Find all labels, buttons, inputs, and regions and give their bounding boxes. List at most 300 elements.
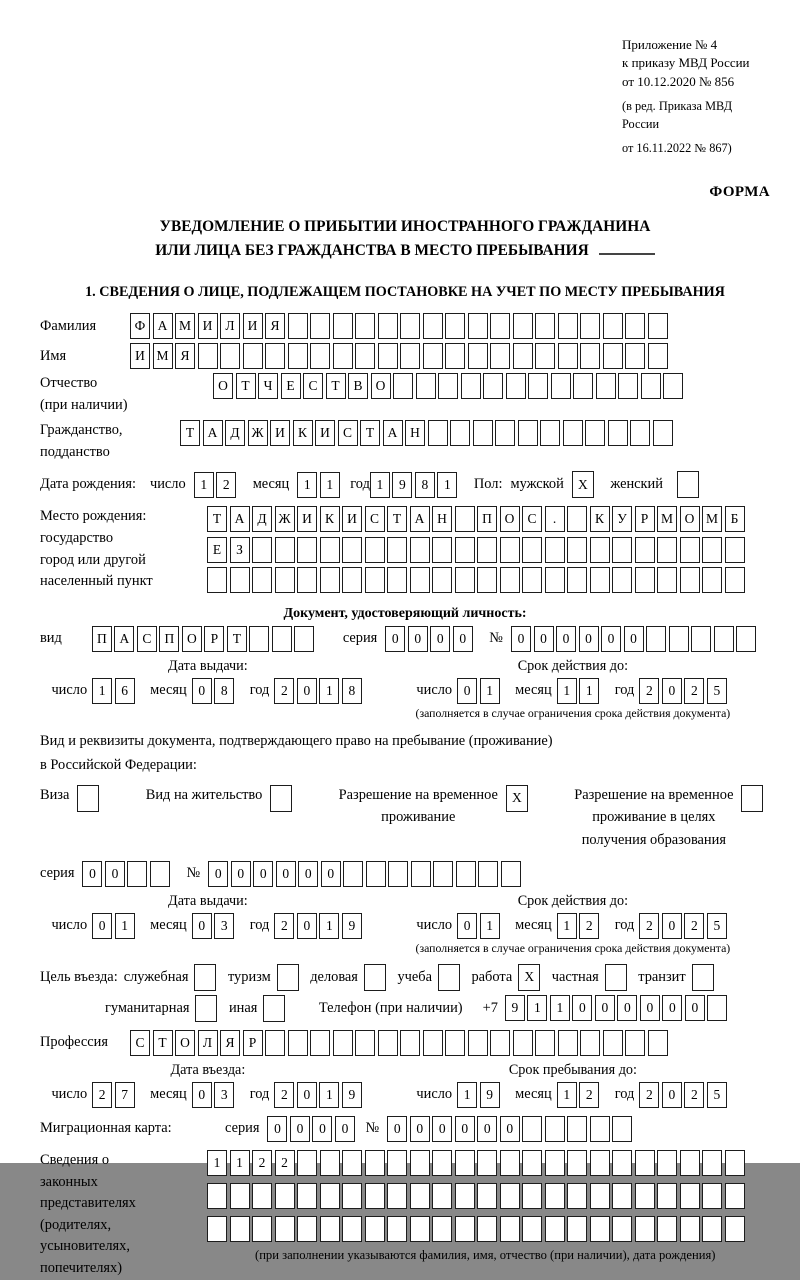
char-cell[interactable]	[297, 1216, 317, 1242]
char-cell[interactable]: 1	[320, 472, 340, 498]
char-cell[interactable]: X	[572, 471, 594, 498]
char-cell[interactable]	[612, 537, 632, 563]
char-cell[interactable]	[500, 1216, 520, 1242]
char-cell[interactable]: 0	[453, 626, 473, 652]
char-cell[interactable]: 0	[685, 995, 705, 1021]
char-cell[interactable]	[635, 537, 655, 563]
char-cell[interactable]	[590, 1216, 610, 1242]
char-cell[interactable]: Б	[725, 506, 745, 532]
char-cell[interactable]	[567, 506, 587, 532]
char-cell[interactable]	[608, 420, 628, 446]
char-cell[interactable]	[528, 373, 548, 399]
char-cell[interactable]	[320, 1183, 340, 1209]
char-cell[interactable]	[657, 567, 677, 593]
char-cell[interactable]	[741, 785, 763, 812]
char-cell[interactable]: 0	[297, 678, 317, 704]
char-cell[interactable]	[320, 1216, 340, 1242]
char-cell[interactable]: Ж	[275, 506, 295, 532]
char-cell[interactable]	[677, 471, 699, 498]
char-cell[interactable]	[603, 1030, 623, 1056]
char-cell[interactable]	[692, 964, 714, 991]
char-cell[interactable]	[490, 343, 510, 369]
char-cell[interactable]: 8	[342, 678, 362, 704]
char-cell[interactable]	[680, 1183, 700, 1209]
char-cell[interactable]	[522, 537, 542, 563]
char-cell[interactable]: 0	[267, 1116, 287, 1142]
char-cell[interactable]	[545, 537, 565, 563]
char-cell[interactable]	[545, 1183, 565, 1209]
char-cell[interactable]	[558, 313, 578, 339]
char-cell[interactable]	[400, 343, 420, 369]
char-cell[interactable]: Р	[243, 1030, 263, 1056]
char-cell[interactable]: С	[365, 506, 385, 532]
char-cell[interactable]	[714, 626, 734, 652]
char-cell[interactable]: 9	[342, 1082, 362, 1108]
char-cell[interactable]: 7	[115, 1082, 135, 1108]
char-cell[interactable]	[603, 343, 623, 369]
char-cell[interactable]	[477, 537, 497, 563]
char-cell[interactable]	[702, 1183, 722, 1209]
char-cell[interactable]: Т	[180, 420, 200, 446]
char-cell[interactable]: У	[612, 506, 632, 532]
char-cell[interactable]	[364, 964, 386, 991]
char-cell[interactable]: 0	[534, 626, 554, 652]
char-cell[interactable]	[416, 373, 436, 399]
char-cell[interactable]: 2	[274, 913, 294, 939]
char-cell[interactable]: 2	[639, 913, 659, 939]
char-cell[interactable]	[450, 420, 470, 446]
char-cell[interactable]	[490, 313, 510, 339]
char-cell[interactable]: 0	[92, 913, 112, 939]
char-cell[interactable]	[612, 1116, 632, 1142]
char-cell[interactable]: 0	[455, 1116, 475, 1142]
char-cell[interactable]: А	[153, 313, 173, 339]
char-cell[interactable]: 1	[297, 472, 317, 498]
char-cell[interactable]: 0	[192, 1082, 212, 1108]
char-cell[interactable]: 2	[216, 472, 236, 498]
char-cell[interactable]	[456, 861, 476, 887]
char-cell[interactable]	[127, 861, 147, 887]
char-cell[interactable]	[275, 567, 295, 593]
char-cell[interactable]	[277, 964, 299, 991]
char-cell[interactable]	[252, 1216, 272, 1242]
char-cell[interactable]: Я	[220, 1030, 240, 1056]
char-cell[interactable]	[612, 1150, 632, 1176]
char-cell[interactable]	[680, 537, 700, 563]
char-cell[interactable]: 1	[557, 913, 577, 939]
char-cell[interactable]: 1	[319, 678, 339, 704]
char-cell[interactable]: П	[159, 626, 179, 652]
char-cell[interactable]	[355, 1030, 375, 1056]
char-cell[interactable]: 0	[297, 913, 317, 939]
char-cell[interactable]	[612, 1216, 632, 1242]
char-cell[interactable]	[207, 1183, 227, 1209]
char-cell[interactable]	[680, 1216, 700, 1242]
char-cell[interactable]	[355, 343, 375, 369]
char-cell[interactable]	[635, 1216, 655, 1242]
char-cell[interactable]	[400, 313, 420, 339]
char-cell[interactable]: И	[315, 420, 335, 446]
char-cell[interactable]: Н	[432, 506, 452, 532]
char-cell[interactable]	[365, 1216, 385, 1242]
char-cell[interactable]: Е	[281, 373, 301, 399]
char-cell[interactable]	[320, 537, 340, 563]
char-cell[interactable]	[343, 861, 363, 887]
char-cell[interactable]	[297, 567, 317, 593]
char-cell[interactable]: Т	[227, 626, 247, 652]
char-cell[interactable]: 2	[92, 1082, 112, 1108]
char-cell[interactable]	[342, 1216, 362, 1242]
char-cell[interactable]: И	[130, 343, 150, 369]
char-cell[interactable]	[500, 1150, 520, 1176]
char-cell[interactable]	[535, 1030, 555, 1056]
char-cell[interactable]	[432, 567, 452, 593]
char-cell[interactable]: Н	[405, 420, 425, 446]
char-cell[interactable]	[207, 567, 227, 593]
char-cell[interactable]	[518, 420, 538, 446]
char-cell[interactable]	[563, 420, 583, 446]
char-cell[interactable]	[590, 567, 610, 593]
char-cell[interactable]	[500, 567, 520, 593]
char-cell[interactable]	[590, 1150, 610, 1176]
char-cell[interactable]: 0	[253, 861, 273, 887]
char-cell[interactable]	[513, 343, 533, 369]
char-cell[interactable]: 0	[192, 913, 212, 939]
char-cell[interactable]: 0	[276, 861, 296, 887]
char-cell[interactable]	[725, 537, 745, 563]
char-cell[interactable]: К	[590, 506, 610, 532]
char-cell[interactable]	[558, 1030, 578, 1056]
char-cell[interactable]: О	[175, 1030, 195, 1056]
char-cell[interactable]: Д	[225, 420, 245, 446]
char-cell[interactable]	[513, 1030, 533, 1056]
char-cell[interactable]: М	[702, 506, 722, 532]
char-cell[interactable]	[468, 1030, 488, 1056]
char-cell[interactable]	[220, 343, 240, 369]
char-cell[interactable]: 1	[527, 995, 547, 1021]
char-cell[interactable]	[702, 537, 722, 563]
char-cell[interactable]: Л	[198, 1030, 218, 1056]
char-cell[interactable]	[252, 537, 272, 563]
char-cell[interactable]	[545, 567, 565, 593]
char-cell[interactable]	[342, 567, 362, 593]
char-cell[interactable]: А	[203, 420, 223, 446]
char-cell[interactable]	[342, 537, 362, 563]
char-cell[interactable]	[635, 1150, 655, 1176]
char-cell[interactable]	[455, 1150, 475, 1176]
char-cell[interactable]	[736, 626, 756, 652]
char-cell[interactable]	[580, 1030, 600, 1056]
char-cell[interactable]: С	[522, 506, 542, 532]
char-cell[interactable]: 2	[579, 1082, 599, 1108]
char-cell[interactable]	[725, 1150, 745, 1176]
char-cell[interactable]	[252, 1183, 272, 1209]
char-cell[interactable]	[540, 420, 560, 446]
char-cell[interactable]	[400, 1030, 420, 1056]
char-cell[interactable]: 0	[82, 861, 102, 887]
char-cell[interactable]: 8	[415, 472, 435, 498]
char-cell[interactable]: 6	[115, 678, 135, 704]
char-cell[interactable]: А	[230, 506, 250, 532]
char-cell[interactable]	[725, 567, 745, 593]
char-cell[interactable]	[387, 567, 407, 593]
char-cell[interactable]: 0	[208, 861, 228, 887]
char-cell[interactable]	[551, 373, 571, 399]
char-cell[interactable]: .	[545, 506, 565, 532]
char-cell[interactable]	[473, 420, 493, 446]
char-cell[interactable]: 1	[550, 995, 570, 1021]
char-cell[interactable]: 9	[505, 995, 525, 1021]
char-cell[interactable]: З	[230, 537, 250, 563]
char-cell[interactable]	[657, 1216, 677, 1242]
char-cell[interactable]	[387, 1216, 407, 1242]
char-cell[interactable]	[455, 537, 475, 563]
char-cell[interactable]	[702, 567, 722, 593]
char-cell[interactable]: 2	[274, 678, 294, 704]
char-cell[interactable]	[522, 1216, 542, 1242]
char-cell[interactable]: М	[657, 506, 677, 532]
char-cell[interactable]: 0	[556, 626, 576, 652]
char-cell[interactable]: П	[92, 626, 112, 652]
char-cell[interactable]: 2	[639, 1082, 659, 1108]
char-cell[interactable]	[194, 964, 216, 991]
char-cell[interactable]	[513, 313, 533, 339]
char-cell[interactable]: 0	[192, 678, 212, 704]
char-cell[interactable]	[150, 861, 170, 887]
char-cell[interactable]	[478, 861, 498, 887]
char-cell[interactable]	[455, 567, 475, 593]
char-cell[interactable]	[461, 373, 481, 399]
char-cell[interactable]	[506, 373, 526, 399]
char-cell[interactable]: Т	[387, 506, 407, 532]
char-cell[interactable]: О	[371, 373, 391, 399]
char-cell[interactable]: В	[348, 373, 368, 399]
char-cell[interactable]: И	[270, 420, 290, 446]
char-cell[interactable]: 9	[392, 472, 412, 498]
char-cell[interactable]: 2	[275, 1150, 295, 1176]
char-cell[interactable]	[265, 343, 285, 369]
char-cell[interactable]: 2	[579, 913, 599, 939]
char-cell[interactable]	[410, 1216, 430, 1242]
char-cell[interactable]: 0	[408, 626, 428, 652]
char-cell[interactable]: 5	[707, 678, 727, 704]
char-cell[interactable]	[393, 373, 413, 399]
char-cell[interactable]	[468, 343, 488, 369]
char-cell[interactable]	[333, 343, 353, 369]
char-cell[interactable]	[558, 343, 578, 369]
char-cell[interactable]: 0	[387, 1116, 407, 1142]
char-cell[interactable]	[455, 1216, 475, 1242]
char-cell[interactable]	[252, 567, 272, 593]
char-cell[interactable]: Т	[360, 420, 380, 446]
char-cell[interactable]	[342, 1150, 362, 1176]
char-cell[interactable]	[567, 1183, 587, 1209]
char-cell[interactable]: И	[297, 506, 317, 532]
char-cell[interactable]	[535, 343, 555, 369]
char-cell[interactable]	[455, 506, 475, 532]
char-cell[interactable]	[707, 995, 727, 1021]
char-cell[interactable]	[432, 1183, 452, 1209]
char-cell[interactable]: П	[477, 506, 497, 532]
char-cell[interactable]	[691, 626, 711, 652]
char-cell[interactable]	[522, 1150, 542, 1176]
char-cell[interactable]	[249, 626, 269, 652]
char-cell[interactable]: М	[175, 313, 195, 339]
char-cell[interactable]	[288, 1030, 308, 1056]
char-cell[interactable]: 0	[662, 995, 682, 1021]
char-cell[interactable]: 1	[207, 1150, 227, 1176]
char-cell[interactable]	[648, 313, 668, 339]
char-cell[interactable]	[423, 1030, 443, 1056]
char-cell[interactable]: 0	[457, 678, 477, 704]
char-cell[interactable]: 0	[105, 861, 125, 887]
char-cell[interactable]	[387, 1183, 407, 1209]
char-cell[interactable]	[366, 861, 386, 887]
char-cell[interactable]: 0	[662, 1082, 682, 1108]
char-cell[interactable]	[288, 313, 308, 339]
blank-line[interactable]	[599, 241, 655, 255]
char-cell[interactable]: Ф	[130, 313, 150, 339]
char-cell[interactable]: Т	[326, 373, 346, 399]
char-cell[interactable]: X	[518, 964, 540, 991]
char-cell[interactable]: 0	[430, 626, 450, 652]
char-cell[interactable]	[635, 567, 655, 593]
char-cell[interactable]	[320, 1150, 340, 1176]
char-cell[interactable]: С	[338, 420, 358, 446]
char-cell[interactable]: И	[243, 313, 263, 339]
char-cell[interactable]	[320, 567, 340, 593]
char-cell[interactable]: И	[198, 313, 218, 339]
char-cell[interactable]	[445, 1030, 465, 1056]
char-cell[interactable]	[522, 1183, 542, 1209]
char-cell[interactable]: 1	[437, 472, 457, 498]
char-cell[interactable]	[702, 1216, 722, 1242]
char-cell[interactable]	[490, 1030, 510, 1056]
char-cell[interactable]: Т	[207, 506, 227, 532]
char-cell[interactable]	[702, 1150, 722, 1176]
char-cell[interactable]	[648, 343, 668, 369]
char-cell[interactable]	[725, 1216, 745, 1242]
char-cell[interactable]	[483, 373, 503, 399]
char-cell[interactable]: Д	[252, 506, 272, 532]
char-cell[interactable]	[355, 313, 375, 339]
char-cell[interactable]	[263, 995, 285, 1022]
char-cell[interactable]	[445, 313, 465, 339]
char-cell[interactable]: И	[342, 506, 362, 532]
char-cell[interactable]	[573, 373, 593, 399]
char-cell[interactable]	[646, 626, 666, 652]
char-cell[interactable]: 9	[480, 1082, 500, 1108]
char-cell[interactable]	[500, 1183, 520, 1209]
char-cell[interactable]	[410, 567, 430, 593]
char-cell[interactable]	[438, 373, 458, 399]
char-cell[interactable]	[522, 1116, 542, 1142]
char-cell[interactable]	[567, 1150, 587, 1176]
char-cell[interactable]	[580, 313, 600, 339]
char-cell[interactable]	[297, 537, 317, 563]
char-cell[interactable]: 0	[579, 626, 599, 652]
char-cell[interactable]: 0	[297, 1082, 317, 1108]
char-cell[interactable]: 0	[511, 626, 531, 652]
char-cell[interactable]: 1	[230, 1150, 250, 1176]
char-cell[interactable]	[585, 420, 605, 446]
char-cell[interactable]: 1	[457, 1082, 477, 1108]
char-cell[interactable]	[653, 420, 673, 446]
char-cell[interactable]	[477, 567, 497, 593]
char-cell[interactable]	[410, 537, 430, 563]
char-cell[interactable]: 0	[624, 626, 644, 652]
char-cell[interactable]	[545, 1116, 565, 1142]
char-cell[interactable]: 9	[342, 913, 362, 939]
char-cell[interactable]	[625, 313, 645, 339]
char-cell[interactable]: 2	[684, 913, 704, 939]
char-cell[interactable]	[207, 1216, 227, 1242]
char-cell[interactable]: 0	[321, 861, 341, 887]
char-cell[interactable]	[501, 861, 521, 887]
char-cell[interactable]	[625, 1030, 645, 1056]
char-cell[interactable]	[625, 343, 645, 369]
char-cell[interactable]	[477, 1216, 497, 1242]
char-cell[interactable]: 0	[298, 861, 318, 887]
char-cell[interactable]: Р	[204, 626, 224, 652]
char-cell[interactable]: 1	[579, 678, 599, 704]
char-cell[interactable]: 1	[319, 1082, 339, 1108]
char-cell[interactable]: 0	[410, 1116, 430, 1142]
char-cell[interactable]	[468, 313, 488, 339]
char-cell[interactable]	[648, 1030, 668, 1056]
char-cell[interactable]	[680, 567, 700, 593]
char-cell[interactable]	[630, 420, 650, 446]
char-cell[interactable]: К	[320, 506, 340, 532]
char-cell[interactable]	[195, 995, 217, 1022]
char-cell[interactable]	[535, 313, 555, 339]
char-cell[interactable]	[310, 1030, 330, 1056]
char-cell[interactable]	[669, 626, 689, 652]
char-cell[interactable]	[297, 1150, 317, 1176]
char-cell[interactable]	[310, 313, 330, 339]
char-cell[interactable]	[310, 343, 330, 369]
char-cell[interactable]	[657, 1183, 677, 1209]
char-cell[interactable]: 1	[557, 1082, 577, 1108]
char-cell[interactable]: 2	[684, 1082, 704, 1108]
char-cell[interactable]	[365, 1183, 385, 1209]
char-cell[interactable]	[378, 343, 398, 369]
char-cell[interactable]	[275, 537, 295, 563]
char-cell[interactable]	[522, 567, 542, 593]
char-cell[interactable]	[605, 964, 627, 991]
char-cell[interactable]	[387, 537, 407, 563]
char-cell[interactable]: 0	[231, 861, 251, 887]
char-cell[interactable]	[275, 1216, 295, 1242]
char-cell[interactable]	[590, 537, 610, 563]
char-cell[interactable]	[680, 1150, 700, 1176]
char-cell[interactable]: М	[153, 343, 173, 369]
char-cell[interactable]: 5	[707, 913, 727, 939]
char-cell[interactable]: С	[303, 373, 323, 399]
char-cell[interactable]	[230, 567, 250, 593]
char-cell[interactable]: Л	[220, 313, 240, 339]
char-cell[interactable]: 2	[639, 678, 659, 704]
char-cell[interactable]	[378, 1030, 398, 1056]
char-cell[interactable]: 2	[252, 1150, 272, 1176]
char-cell[interactable]	[432, 537, 452, 563]
char-cell[interactable]: Я	[265, 313, 285, 339]
char-cell[interactable]: 0	[662, 678, 682, 704]
char-cell[interactable]	[500, 537, 520, 563]
char-cell[interactable]	[433, 861, 453, 887]
char-cell[interactable]: С	[137, 626, 157, 652]
char-cell[interactable]	[243, 343, 263, 369]
